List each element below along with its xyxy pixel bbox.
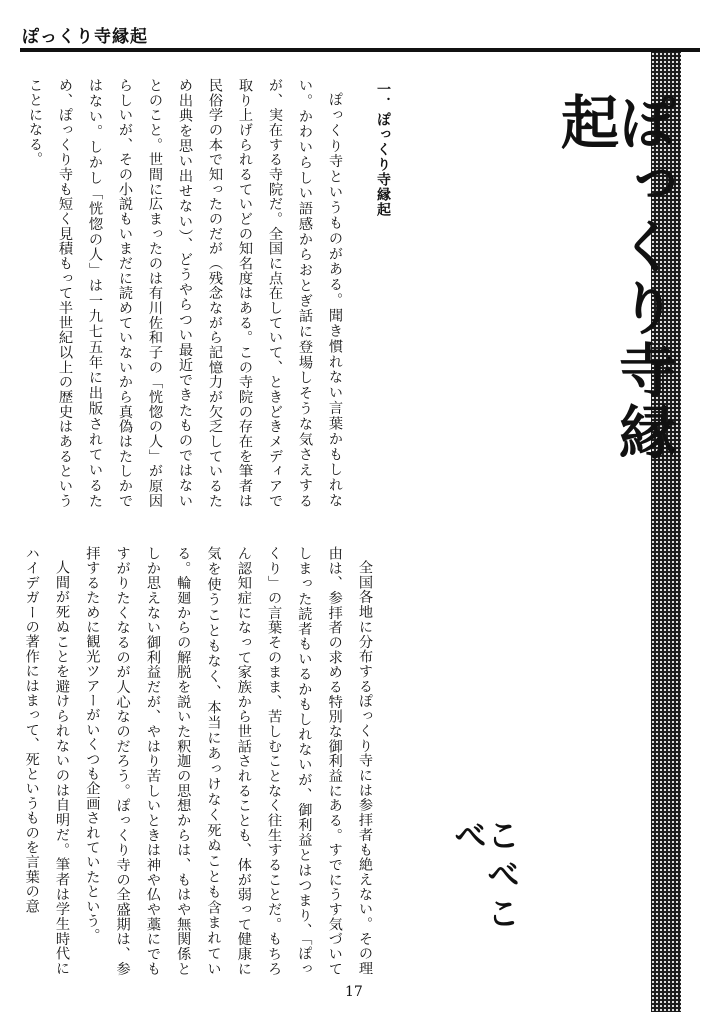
body-paragraph: 人間が死ぬことを避けられないのは自明だ。筆者は学生時代にハイデガーの著作にはまって、死というものを言葉の意 [23,546,71,976]
article-title: ぽっくり寺縁起 [551,92,677,464]
lower-body-text [23,546,380,976]
section-heading: 一．ぽっくり寺縁起 [375,82,391,217]
body-paragraph: 全国各地に分布するぽっくり寺には参拝者も絶えない。その理由は、参拝者の求める特別な御利益にある。すでにうす気づいてしまった読者もいるかもしれないが、御利益とはつまり、「ぽっくり」の言葉そのまま、苦しむことなく往生することだ。もちろん認知症になって家族から世話されることも、体が弱って健康に気を使うこともなく、本当にあっけなく死ぬことも含まれている。輪廻からの解脱を説いた釈迦の思想からは、もはや無関係としか思えない御利益だが、やはり苦しいときは神や仏や藁にでもすがりたくなるのが人心なのだろう。ぽっくり寺の全盛期は、参拝するために観光ツアーがいくつも企画されていたという。 [84,546,373,976]
author-name: こべこべ [449,818,521,935]
header-rule [20,48,700,52]
running-header-title: ぽっくり寺縁起 [22,27,148,47]
upper-body-text [27,78,350,508]
body-paragraph: ぽっくり寺というものがある。聞き慣れない言葉かもしれない。かわいらしい語感からおとぎ話に登場しそうな気さえするが、実在する寺院だ。全国に点在していて、ときどきメディアで取り上げられるていどの知名度はある。この寺院の存在を筆者は民俗学の本で知ったのだが（残念ながら記憶力が欠乏しているため出典を思い出せない）、どうやらつい最近できたものではないとのこと。世間に広まったのは有川佐和子の「恍惚の人」が原因らしいが、その小説もいまだに読めていないから真偽はたしかではない。しかし「恍惚の人」は一九七五年に出版されているため、ぽっくり寺も短く見積もって半世紀以上の歴史はあるということになる。 [27,78,343,508]
page-number: 17 [345,984,363,1000]
